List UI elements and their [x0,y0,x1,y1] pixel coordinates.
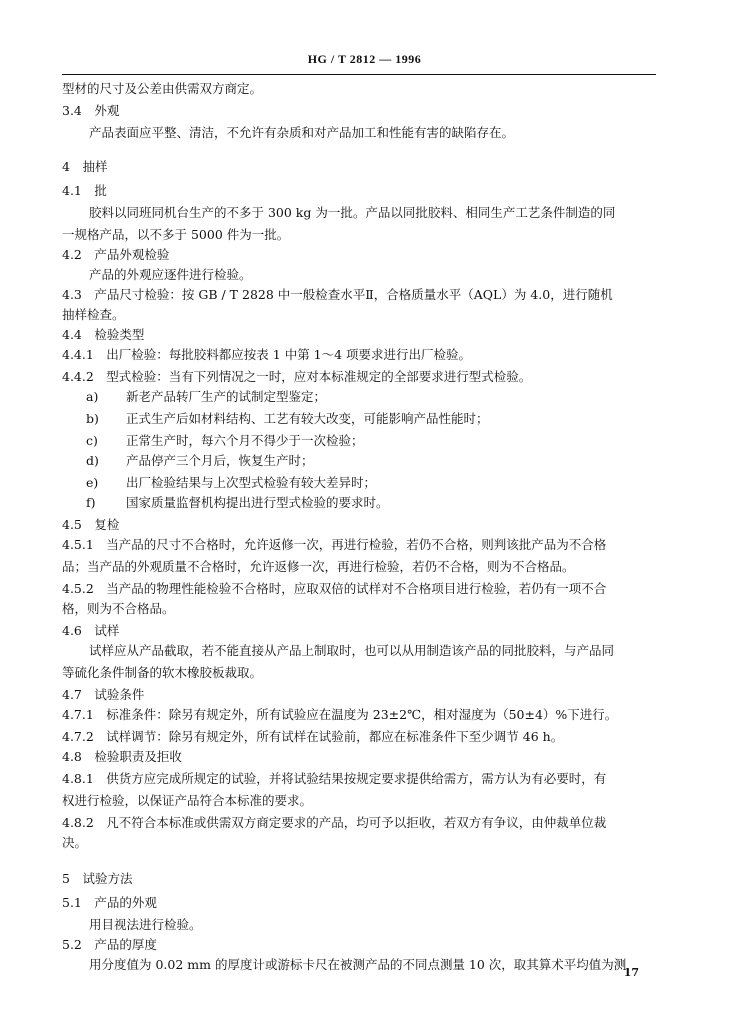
text-line: 4.7.1 标准条件：除另有规定外，所有试验应在温度为 23±2℃，相对湿度为（50±4）%下进行。 [62,707,618,722]
list-item [86,452,314,470]
list-item [86,474,376,492]
text-line: 产品的外观应逐件进行检验。 [89,267,252,282]
list-item-label: f) [86,495,96,510]
list-item-text: 国家质量监督机构提出进行型式检验的要求时。 [126,495,389,510]
list-item-label: d) [86,453,99,468]
text-line: 4.4.1 出厂检验：每批胶料都应按表 1 中第 1～4 项要求进行出厂检验。 [62,347,472,362]
list-item [86,494,389,512]
list-item-label: b) [86,411,99,426]
list-item-text: 正式生产后如材料结构、工艺有较大改变，可能影响产品性能时； [126,411,489,426]
text-line: 用目视法进行检验。 [89,917,202,932]
clause-heading: 5.1 产品的外观 [62,895,157,910]
document-header: HG / T 2812 — 1996 [307,52,422,66]
text-line: 一规格产品，以不多于 5000 件为一批。 [62,227,290,242]
header-rule [62,74,656,75]
text-line: 4.5.1 当产品的尺寸不合格时，允许返修一次，再进行检验，若仍不合格，则判该批产品为不合格 [62,537,607,552]
list-item [86,432,364,450]
list-item-text: 正常生产时，每六个月不得少于一次检验； [126,433,364,448]
text-line: 抽样检查。 [62,307,125,322]
list-item-label: a) [86,389,99,404]
text-line: 型材的尺寸及公差由供需双方商定。 [62,81,263,96]
list-item [86,410,489,428]
section-heading: 5 试验方法 [62,871,133,886]
text-line: 4.3 产品尺寸检验：按 GB / T 2828 中一般检查水平Ⅱ，合格质量水平（AQL）为 4.0，进行随机 [62,287,613,302]
clause-heading: 4.8 检验职责及拒收 [62,749,182,764]
clause-heading: 4.1 批 [62,183,107,198]
text-line: 4.4.2 型式检验：当有下列情况之一时，应对本标准规定的全部要求进行型式检验。 [62,369,532,384]
text-line: 4.7.2 试样调节：除另有规定外，所有试样在试验前，都应在标准条件下至少调节 46 h。 [62,729,564,744]
clause-heading: 5.2 产品的厚度 [62,937,157,952]
text-line: 等硫化条件制备的软木橡胶板裁取。 [62,665,263,680]
list-item-text: 新老产品转厂生产的试制定型鉴定； [126,389,327,404]
text-line: 胶料以同班同机台生产的不多于 300 kg 为一批。产品以同批胶料、相同生产工艺条件制造的同 [89,205,616,220]
page-number: 17 [623,966,639,979]
text-line: 产品表面应平整、清洁，不允许有杂质和对产品加工和性能有害的缺陷存在。 [89,125,515,140]
text-line: 4.8.1 供货方应完成所规定的试验，并将试验结果按规定要求提供给需方，需方认为有必要时，有 [62,771,607,786]
text-line: 试样应从产品截取，若不能直接从产品上制取时，也可以从用制造该产品的同批胶料，与产品同 [89,643,615,658]
clause-heading: 3.4 外观 [62,103,120,118]
section-heading: 4 抽样 [62,159,108,174]
text-line: 4.8.2 凡不符合本标准或供需双方商定要求的产品，均可予以拒收，若双方有争议，由仲裁单位裁 [62,815,607,830]
clause-heading: 4.7 试验条件 [62,687,145,702]
list-item-label: e) [86,475,99,490]
text-line: 用分度值为 0.02 mm 的厚度计或游标卡尺在被测产品的不同点测量 10 次，取其算术平均值为测 [89,957,627,972]
clause-heading: 4.6 试样 [62,623,120,638]
text-line: 品；当产品的外观质量不合格时，允许返修一次，再进行检验，若仍不合格，则为不合格品。 [62,559,575,574]
clause-heading: 4.4 检验类型 [62,327,145,342]
list-item [86,388,326,406]
text-line: 权进行检验，以保证产品符合本标准的要求。 [62,793,313,808]
text-line: 格，则为不合格品。 [62,601,175,616]
clause-heading: 4.5 复检 [62,517,120,532]
list-item-label: c) [86,433,98,448]
clause-heading: 4.2 产品外观检验 [62,247,170,262]
text-line: 4.5.2 当产品的物理性能检验不合格时，应取双倍的试样对不合格项目进行检验，若仍有一项不合 [62,581,607,596]
list-item-text: 产品停产三个月后，恢复生产时； [126,453,314,468]
list-item-text: 出厂检验结果与上次型式检验有较大差异时； [126,475,377,490]
text-line: 决。 [62,835,88,850]
